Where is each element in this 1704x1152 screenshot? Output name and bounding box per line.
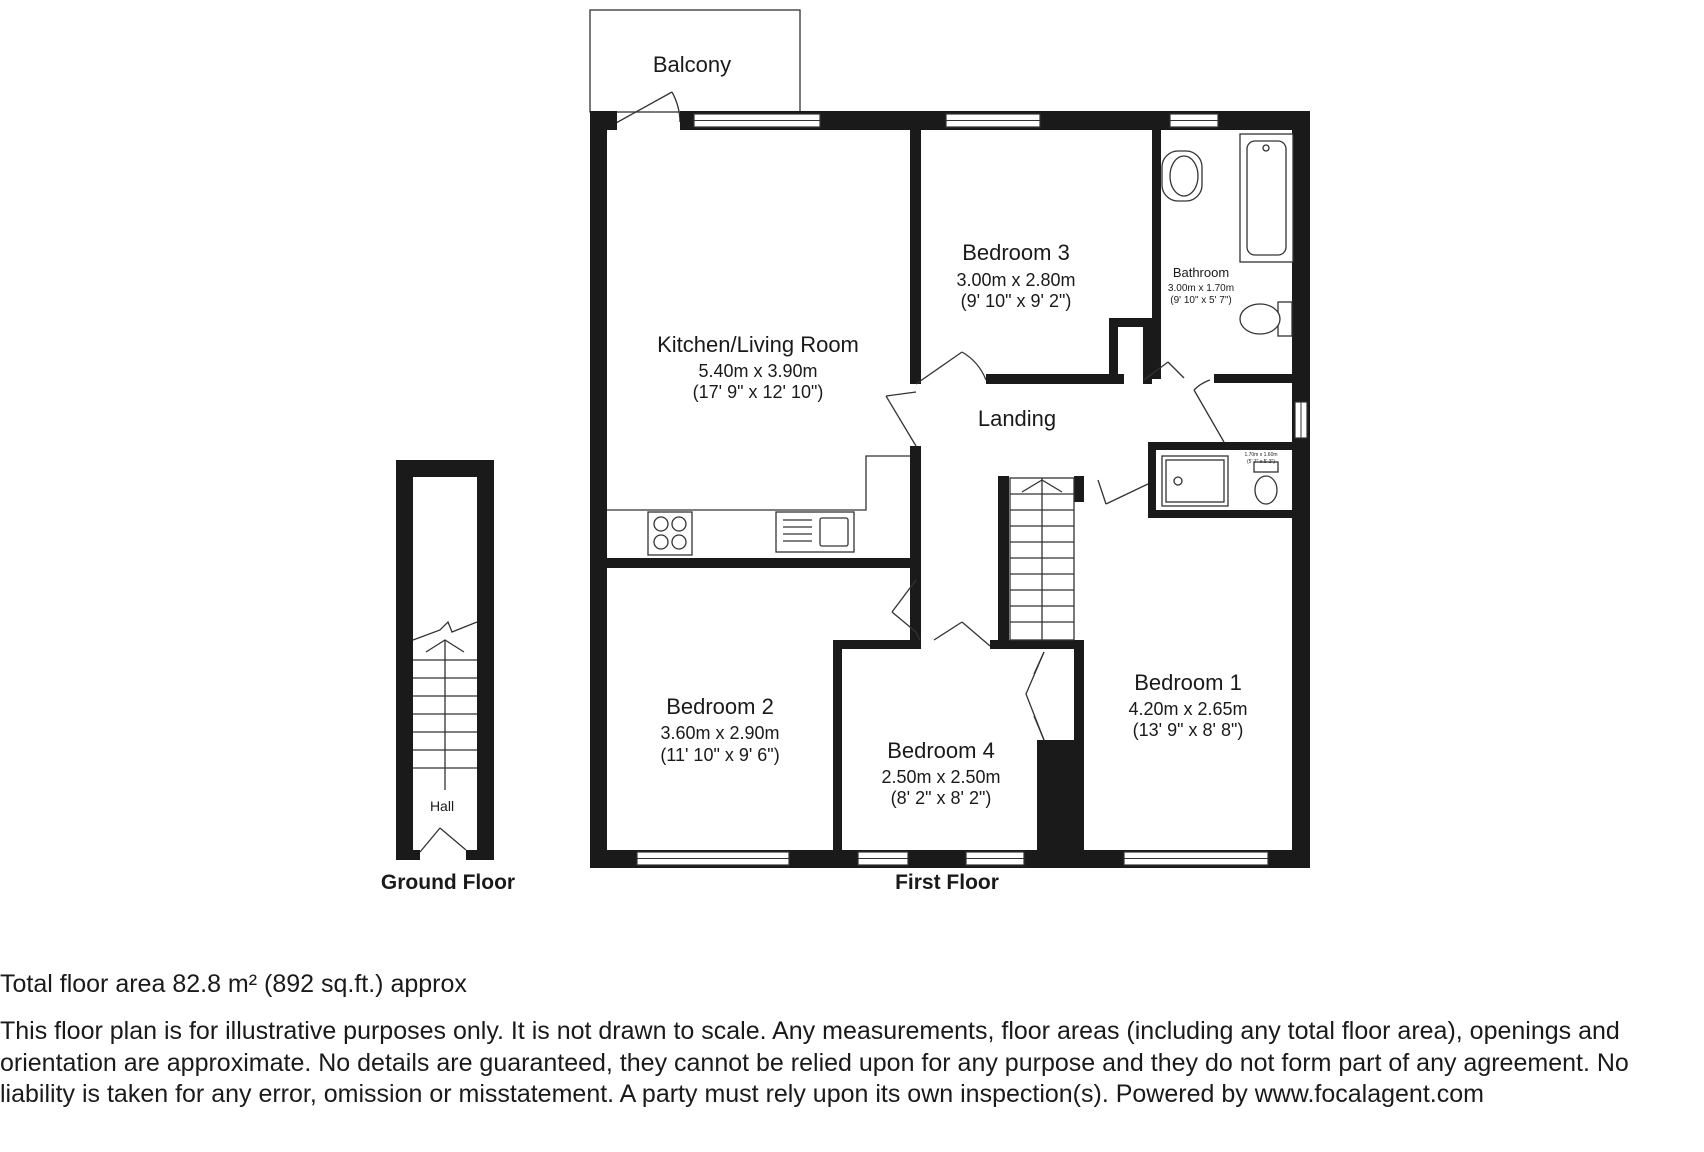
bedroom1-name: Bedroom 1 [1134, 670, 1242, 695]
stairs-ground-floor [413, 622, 477, 790]
total-floor-area: Total floor area 82.8 m² (892 sq.ft.) approx [0, 970, 467, 998]
disclaimer-text: This floor plan is for illustrative purposes only. It is not drawn to scale. Any measurements, floor areas (including any total floor area), openings and orientation are approximate. No details are guaranteed, they cannot be relied upon for any purpose and they do not form part of any agreement. No liability is taken for any error, omission or misstatement. A party must rely upon its own inspection(s). Powered by www.focalagent.com [0, 1017, 1629, 1108]
bedroom4-name: Bedroom 4 [887, 738, 995, 763]
kitchen-name: Kitchen/Living Room [657, 332, 859, 357]
shower-metric: 1.70m x 1.60m [1244, 452, 1278, 458]
bedroom1-metric: 4.20m x 2.65m [1128, 699, 1248, 719]
shower-name: Shower Room [1238, 443, 1284, 450]
toilet-icon [1240, 302, 1292, 336]
shower-room-toilet-icon [1254, 462, 1278, 504]
bedroom3-name: Bedroom 3 [962, 240, 1070, 265]
basin-icon [1162, 151, 1202, 201]
bedroom3-metric: 3.00m x 2.80m [956, 270, 1076, 290]
ground-floor-label: Ground Floor [380, 871, 516, 894]
bedroom2-metric: 3.60m x 2.90m [660, 723, 780, 743]
shower-tray-icon [1162, 456, 1228, 506]
bathroom-imperial: (9' 10" x 5' 7") [1170, 295, 1232, 306]
bedroom2-name: Bedroom 2 [666, 694, 774, 719]
kitchen-metric: 5.40m x 3.90m [698, 361, 818, 381]
bedroom3-imperial: (9' 10" x 9' 2") [960, 291, 1072, 311]
bathroom-metric: 3.00m x 1.70m [1167, 283, 1235, 294]
kitchen-fittings [607, 456, 910, 555]
bathroom-name: Bathroom [1172, 265, 1230, 280]
front-door [420, 828, 466, 852]
bedroom4-metric: 2.50m x 2.50m [881, 767, 1001, 787]
bedroom1-imperial: (13' 9" x 8' 8") [1132, 720, 1244, 740]
bathroom-fittings [1162, 134, 1293, 506]
balcony-label: Balcony [652, 52, 732, 77]
landing-label: Landing [977, 406, 1057, 431]
bedroom2-imperial: (11' 10" x 9' 6") [660, 745, 780, 765]
bath-icon [1240, 134, 1293, 262]
kitchen-imperial: (17' 9" x 12' 10") [692, 382, 824, 402]
hall-label: Hall [429, 798, 455, 814]
sink-icon [776, 512, 854, 552]
hob-icon [648, 512, 692, 555]
bedroom4-imperial: (8' 2" x 8' 2") [890, 788, 992, 808]
stairs-first-floor [1010, 478, 1074, 640]
shower-imperial: (5' 7" x 5' 3") [1247, 459, 1275, 465]
first-floor-label: First Floor [895, 871, 999, 894]
